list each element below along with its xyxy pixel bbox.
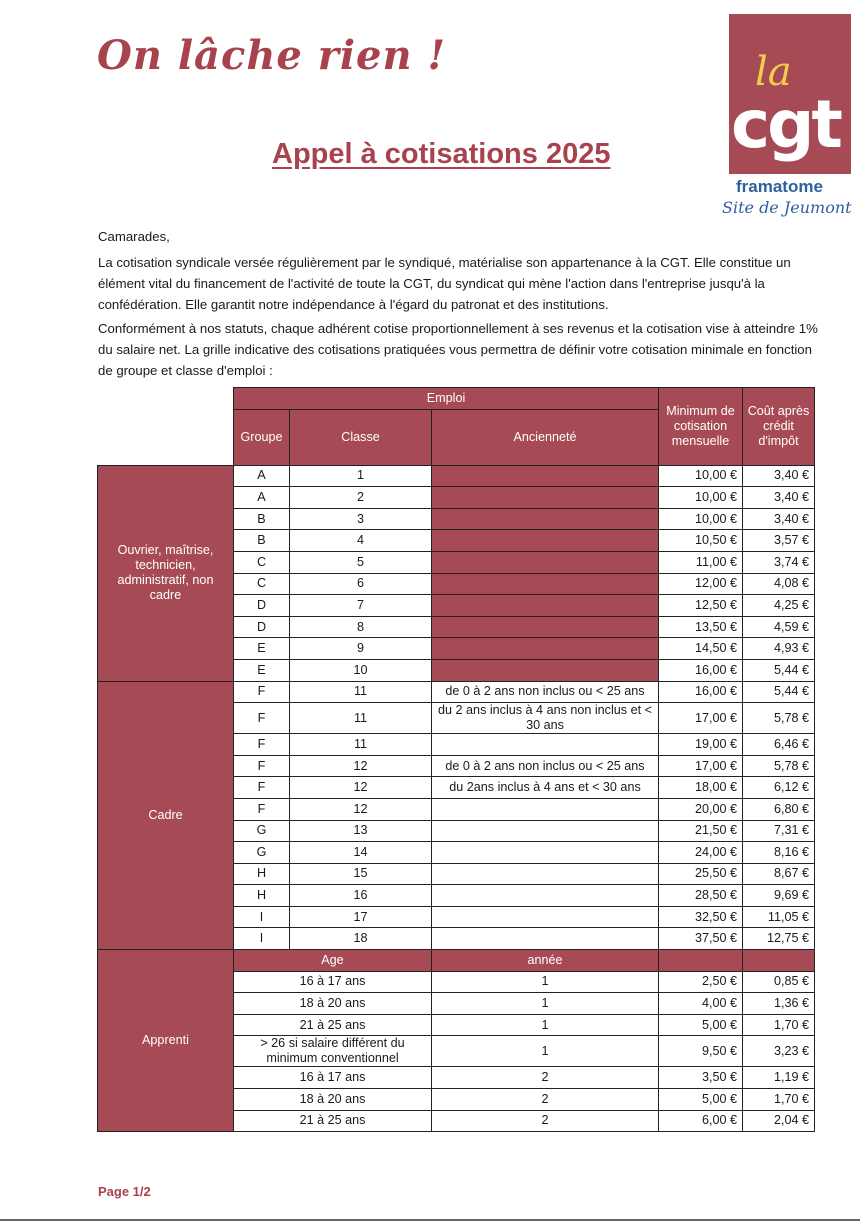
cell-age: 16 à 17 ans xyxy=(234,1067,432,1089)
cell-annee: 1 xyxy=(432,993,659,1015)
cell-classe: 16 xyxy=(290,885,432,907)
cell-minimum: 17,00 € xyxy=(659,703,743,734)
cell-age: 21 à 25 ans xyxy=(234,1110,432,1132)
cell-minimum: 6,00 € xyxy=(659,1110,743,1132)
cell-groupe: D xyxy=(234,616,290,638)
cell-groupe: G xyxy=(234,842,290,864)
cell-minimum: 24,00 € xyxy=(659,842,743,864)
cell-minimum: 9,50 € xyxy=(659,1036,743,1067)
category-ouvrier: Ouvrier, maîtrise, technicien, administratif, non cadre xyxy=(98,465,234,681)
cell-classe: 1 xyxy=(290,465,432,487)
cell-cout: 1,70 € xyxy=(743,1089,815,1111)
cell-minimum: 11,00 € xyxy=(659,551,743,573)
cell-cout: 3,40 € xyxy=(743,465,815,487)
header-blank xyxy=(98,388,234,410)
cgt-logo xyxy=(729,14,851,174)
cell-cout: 12,75 € xyxy=(743,928,815,950)
cell-groupe: A xyxy=(234,465,290,487)
cell-groupe: B xyxy=(234,530,290,552)
cell-anciennete-na xyxy=(432,551,659,573)
cell-anciennete-na xyxy=(432,659,659,681)
cell-groupe: C xyxy=(234,551,290,573)
cell-groupe: G xyxy=(234,820,290,842)
cell-cout: 3,74 € xyxy=(743,551,815,573)
cell-groupe: F xyxy=(234,798,290,820)
cell-cout: 5,78 € xyxy=(743,755,815,777)
cell-annee: 1 xyxy=(432,1036,659,1067)
cell-minimum: 25,50 € xyxy=(659,863,743,885)
cell-classe: 6 xyxy=(290,573,432,595)
logo-cgt: cgt xyxy=(731,86,840,163)
cell-minimum: 3,50 € xyxy=(659,1067,743,1089)
cell-anciennete-na xyxy=(432,487,659,509)
cell-anciennete: de 0 à 2 ans non inclus ou < 25 ans xyxy=(432,681,659,703)
cell-minimum: 17,00 € xyxy=(659,755,743,777)
cell-age: 18 à 20 ans xyxy=(234,993,432,1015)
cell-classe: 4 xyxy=(290,530,432,552)
cell-groupe: I xyxy=(234,906,290,928)
cell-cout: 4,59 € xyxy=(743,616,815,638)
cell-classe: 5 xyxy=(290,551,432,573)
cell-age: 18 à 20 ans xyxy=(234,1089,432,1111)
cell-minimum: 37,50 € xyxy=(659,928,743,950)
cell-minimum: 12,50 € xyxy=(659,595,743,617)
header-annee: année xyxy=(432,950,659,972)
cell-classe: 8 xyxy=(290,616,432,638)
cell-anciennete xyxy=(432,798,659,820)
cell-cout: 4,93 € xyxy=(743,638,815,660)
cell-minimum: 32,50 € xyxy=(659,906,743,928)
page-title: Appel à cotisations 2025 xyxy=(272,138,611,170)
cell-anciennete-na xyxy=(432,508,659,530)
cell-groupe: D xyxy=(234,595,290,617)
cell-cout: 1,19 € xyxy=(743,1067,815,1089)
cell-anciennete xyxy=(432,842,659,864)
cell-cout: 3,40 € xyxy=(743,508,815,530)
cell-cout: 4,25 € xyxy=(743,595,815,617)
cell-anciennete xyxy=(432,820,659,842)
cell-classe: 14 xyxy=(290,842,432,864)
cotisation-table xyxy=(97,387,815,1132)
cell-classe: 15 xyxy=(290,863,432,885)
cell-cout: 8,16 € xyxy=(743,842,815,864)
cell-classe: 12 xyxy=(290,777,432,799)
slogan: On lâche rien ! xyxy=(97,32,447,79)
cell-minimum: 10,00 € xyxy=(659,487,743,509)
cell-anciennete-na xyxy=(432,573,659,595)
cell-cout: 5,44 € xyxy=(743,659,815,681)
logo-la: la xyxy=(755,49,792,95)
cell-annee: 2 xyxy=(432,1089,659,1111)
greeting: Camarades, xyxy=(98,229,170,244)
header-minimum: Minimum de cotisation mensuelle xyxy=(659,388,743,466)
cell-groupe: C xyxy=(234,573,290,595)
cell-annee: 1 xyxy=(432,971,659,993)
table-row xyxy=(98,465,815,487)
cell-minimum: 14,50 € xyxy=(659,638,743,660)
site-name: Site de Jeumont xyxy=(722,198,852,217)
cell-minimum: 20,00 € xyxy=(659,798,743,820)
header-classe: Classe xyxy=(290,409,432,465)
cell-groupe: F xyxy=(234,734,290,756)
paragraph-2: Conformément à nos statuts, chaque adhérent cotise proportionnellement à ses revenus et la cotisation vise à atteindre 1% du salaire net. La grille indicative des cotisations pratiquées vous permettra de définir votre cotisation minimale en fonction de groupe et classe d'emploi : xyxy=(98,321,818,378)
cell-cout: 6,46 € xyxy=(743,734,815,756)
cell-classe: 13 xyxy=(290,820,432,842)
header-groupe: Groupe xyxy=(234,409,290,465)
cell-classe: 11 xyxy=(290,734,432,756)
cell-classe: 11 xyxy=(290,681,432,703)
category-apprenti: Apprenti xyxy=(98,950,234,1132)
cell-groupe: I xyxy=(234,928,290,950)
cell-minimum: 5,00 € xyxy=(659,1014,743,1036)
cell-minimum: 19,00 € xyxy=(659,734,743,756)
cell-classe: 7 xyxy=(290,595,432,617)
cell-cout: 2,04 € xyxy=(743,1110,815,1132)
cell-groupe: F xyxy=(234,703,290,734)
cell-annee: 2 xyxy=(432,1110,659,1132)
cell-anciennete xyxy=(432,863,659,885)
cell-cout: 3,23 € xyxy=(743,1036,815,1067)
cell-groupe: B xyxy=(234,508,290,530)
cell-anciennete: du 2 ans inclus à 4 ans non inclus et < 30 ans xyxy=(432,703,659,734)
cell-minimum: 21,50 € xyxy=(659,820,743,842)
cell-cout: 9,69 € xyxy=(743,885,815,907)
cell-cout: 6,12 € xyxy=(743,777,815,799)
cell-cout: 8,67 € xyxy=(743,863,815,885)
cell-minimum: 18,00 € xyxy=(659,777,743,799)
cell-cout: 5,78 € xyxy=(743,703,815,734)
cell-anciennete: de 0 à 2 ans non inclus ou < 25 ans xyxy=(432,755,659,777)
cell-cout: 7,31 € xyxy=(743,820,815,842)
cell-anciennete: du 2ans inclus à 4 ans et < 30 ans xyxy=(432,777,659,799)
header-anciennete: Ancienneté xyxy=(432,409,659,465)
table-row xyxy=(98,681,815,703)
cell-anciennete-na xyxy=(432,638,659,660)
cell-anciennete-na xyxy=(432,595,659,617)
cell-classe: 3 xyxy=(290,508,432,530)
cell-age: 16 à 17 ans xyxy=(234,971,432,993)
cell-minimum: 5,00 € xyxy=(659,1089,743,1111)
bottom-rule xyxy=(0,1219,860,1221)
cell-groupe: F xyxy=(234,777,290,799)
cell-anciennete xyxy=(432,734,659,756)
cell-anciennete-na xyxy=(432,616,659,638)
cell-cout: 5,44 € xyxy=(743,681,815,703)
cell-cout: 4,08 € xyxy=(743,573,815,595)
cell-cout: 11,05 € xyxy=(743,906,815,928)
cell-minimum: 10,50 € xyxy=(659,530,743,552)
cell-classe: 18 xyxy=(290,928,432,950)
cell-groupe: F xyxy=(234,755,290,777)
cell-minimum: 28,50 € xyxy=(659,885,743,907)
apprenti-header-row xyxy=(98,950,815,972)
cell-age: > 26 si salaire différent du minimum conventionnel xyxy=(234,1036,432,1067)
cell-minimum: 4,00 € xyxy=(659,993,743,1015)
cell-anciennete xyxy=(432,906,659,928)
paragraph-1: La cotisation syndicale versée régulièrement par le syndiqué, matérialise son appartenance à la CGT. Elle constitue un élément vital du financement de l'activité de toute la CGT, du syndicat qui mène l'action dans l'entreprise jusqu'à la confédération. Elle garantit notre indépendance à l'égard du patronat et des institutions. xyxy=(98,255,791,312)
cell-cout: 6,80 € xyxy=(743,798,815,820)
cell-anciennete xyxy=(432,885,659,907)
cell-groupe: F xyxy=(234,681,290,703)
company-name: framatome xyxy=(736,177,823,196)
cell-anciennete xyxy=(432,928,659,950)
header-blank xyxy=(98,409,234,465)
cell-minimum: 13,50 € xyxy=(659,616,743,638)
cell-annee: 1 xyxy=(432,1014,659,1036)
cell-minimum: 10,00 € xyxy=(659,465,743,487)
header-cout: Coût après crédit d'impôt xyxy=(743,388,815,466)
cell-anciennete-na xyxy=(432,530,659,552)
header-blank xyxy=(659,950,743,972)
cell-groupe: E xyxy=(234,638,290,660)
cell-cout: 1,70 € xyxy=(743,1014,815,1036)
header-emploi: Emploi xyxy=(234,388,659,410)
cell-minimum: 16,00 € xyxy=(659,659,743,681)
cell-classe: 17 xyxy=(290,906,432,928)
cell-minimum: 12,00 € xyxy=(659,573,743,595)
cell-classe: 11 xyxy=(290,703,432,734)
cell-classe: 12 xyxy=(290,755,432,777)
header-blank xyxy=(743,950,815,972)
cell-classe: 12 xyxy=(290,798,432,820)
cell-groupe: A xyxy=(234,487,290,509)
cell-classe: 2 xyxy=(290,487,432,509)
cell-minimum: 16,00 € xyxy=(659,681,743,703)
cell-groupe: H xyxy=(234,863,290,885)
cell-cout: 0,85 € xyxy=(743,971,815,993)
cell-classe: 9 xyxy=(290,638,432,660)
category-cadre: Cadre xyxy=(98,681,234,950)
cell-minimum: 10,00 € xyxy=(659,508,743,530)
cell-annee: 2 xyxy=(432,1067,659,1089)
cell-anciennete-na xyxy=(432,465,659,487)
cell-groupe: H xyxy=(234,885,290,907)
cell-cout: 3,57 € xyxy=(743,530,815,552)
header-age: Age xyxy=(234,950,432,972)
cell-cout: 3,40 € xyxy=(743,487,815,509)
cell-groupe: E xyxy=(234,659,290,681)
page-number: Page 1/2 xyxy=(98,1184,151,1199)
cell-age: 21 à 25 ans xyxy=(234,1014,432,1036)
cell-classe: 10 xyxy=(290,659,432,681)
cell-minimum: 2,50 € xyxy=(659,971,743,993)
cell-cout: 1,36 € xyxy=(743,993,815,1015)
